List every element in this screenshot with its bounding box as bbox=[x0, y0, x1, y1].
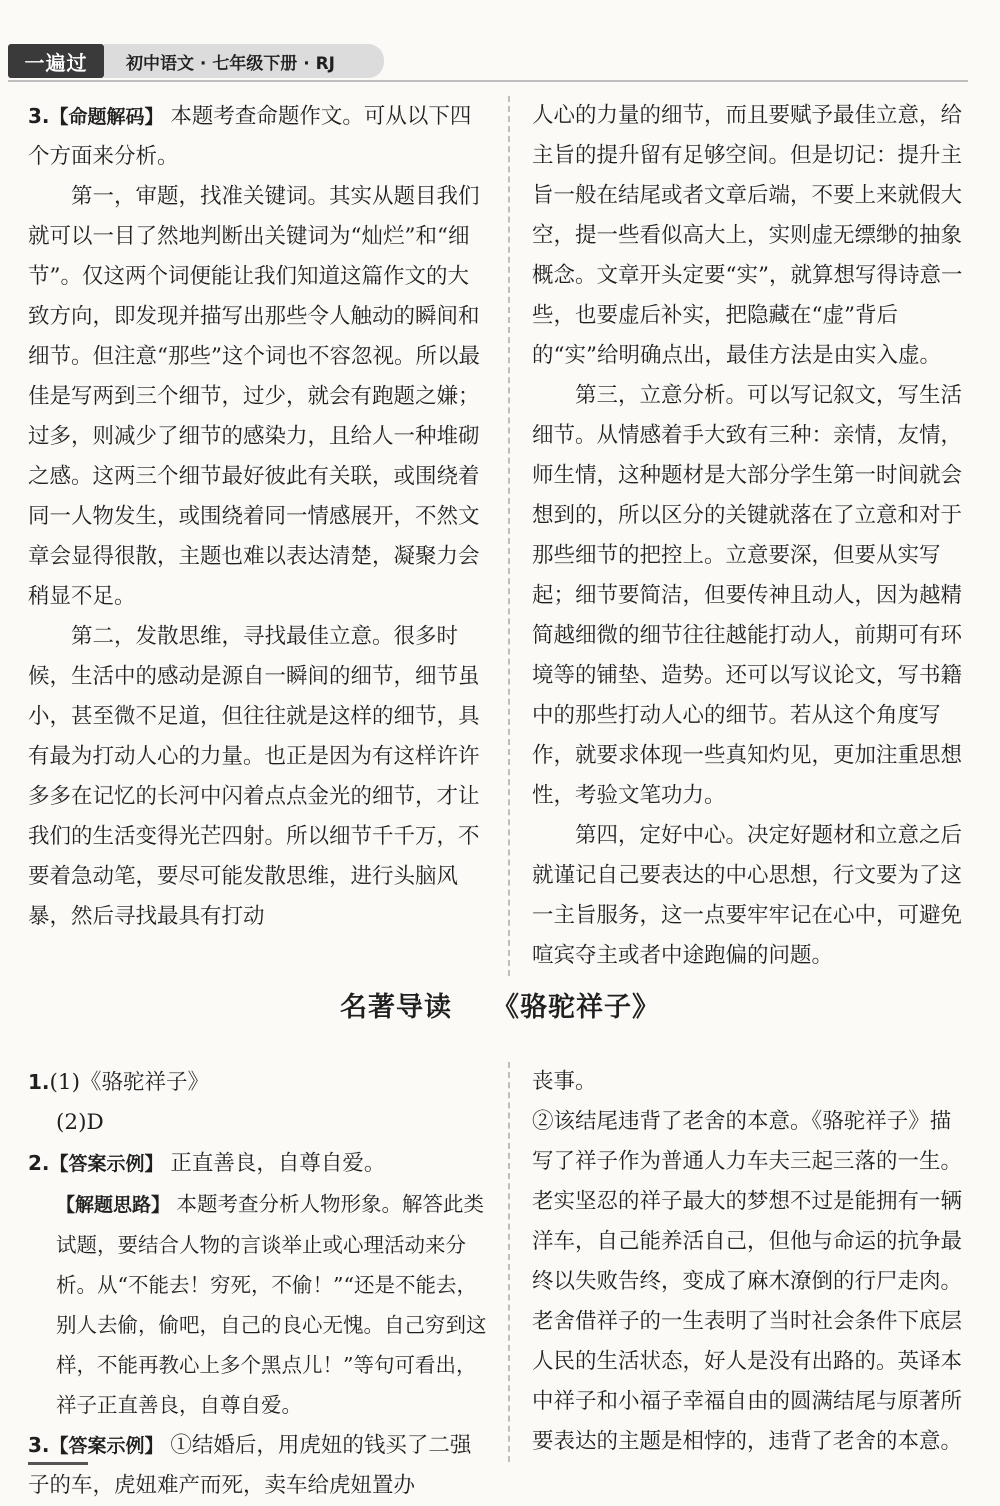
paragraph-4: 第四，定好中心。决定好题材和立意之后就谨记自己要表达的中心思想，行文要为了这一主旨服务，这一点要牢牢记在心中，可避免喧宾夺主或者中途跑偏的问题。 bbox=[532, 823, 963, 968]
paragraph-1: 第一，审题，找准关键词。其实从题目我们就可以一目了然地判断出关键词为“灿烂”和“细节”。仅这两个词便能让我们知道这篇作文的大致方向，即发现并描写出那些令人触动的瞬间和细节。但注意“那些”这个词也不容忽视。所以最佳是写两到三个细节，过少，就会有跑题之嫌；过多，则减少了细节的感染力，且给人一种堆砌之感。这两三个细节最好彼此有关联，或围绕着同一人物发生，或围绕着同一情感展开，不然文章会显得很散，主题也难以表达清楚，凝聚力会稍显不足。 bbox=[28, 184, 480, 609]
paragraph-2: 第二，发散思维，寻找最佳立意。很多时候，生活中的感动是源自一瞬间的细节，细节虽小，甚至微不足道，但往往就是这样的细节，具有最为打动人心的力量。也正是因为有这样许许多多在记忆的长河中闪着点点金光的细节，才让我们的生活变得光芒四射。所以细节千千万，不要着急动笔，要尽可能发散思维，进行头脑风暴，然后寻找最具有打动 bbox=[28, 624, 480, 929]
paragraph-3: 第三，立意分析。可以写记叙文，写生活细节。从情感着手大致有三种：亲情，友情，师生情，这种题材是大部分学生第一时间就会想到的，所以区分的关键就落在了立意和对于那些细节的把控上。立意要深，但要从实写起；细节要简洁，但要传神且动人，因为越精简越细微的细节往往越能打动人，前期可有环境等的铺垫、造势。还可以写议论文，写书籍中的那些打动人心的细节。若从这个角度写作，就要求体现一些真知灼见，更加注重思想性，考验文笔功力。 bbox=[532, 383, 963, 808]
header-rule bbox=[8, 80, 968, 82]
question-lead-text: 本题考查命题作文。可从以下四个方面来分析。 bbox=[28, 104, 472, 169]
answer-text: (1)《骆驼祥子》 bbox=[49, 1070, 209, 1095]
section-heading: 名著导读 bbox=[340, 992, 452, 1023]
question-number: 1. bbox=[28, 1070, 50, 1094]
question-tag: 【命题解码】 bbox=[49, 106, 164, 128]
question-3-lead bbox=[28, 96, 490, 177]
book-title: 《骆驼祥子》 bbox=[492, 992, 660, 1023]
section-title bbox=[0, 988, 1000, 1028]
question-number: 3. bbox=[28, 1433, 50, 1457]
question-number: 3. bbox=[28, 104, 50, 128]
question-number: 2. bbox=[28, 1151, 50, 1175]
top-left-column bbox=[28, 96, 490, 937]
answer-continued: 丧事。 bbox=[532, 1069, 597, 1094]
answer-2 bbox=[28, 1143, 490, 1184]
column-divider-bottom bbox=[508, 1062, 510, 1462]
answer-3-part-2: ②该结尾违背了老舍的本意。《骆驼祥子》描写了祥子作为普通人力车夫三起三落的一生。老实坚忍的祥子最大的梦想不过是能拥有一辆洋车，自己能养活自己，但他与命运的抗争最终以失败告终，变成了麻木潦倒的行尸走肉。老舍借祥子的一生表明了当时社会条件下底层人民的生活状态，好人是没有出路的。英译本中祥子和小福子幸福自由的圆满结尾与原著所要表达的主题是相悖的，违背了老舍的本意。 bbox=[532, 1109, 963, 1454]
column-divider-top bbox=[508, 96, 510, 976]
bottom-left-column bbox=[28, 1062, 490, 1506]
header-title: 初中语文 · 七年级下册 · RJ bbox=[104, 44, 384, 78]
answer-3 bbox=[28, 1425, 490, 1506]
brand-logo: 一遍过 bbox=[8, 44, 104, 78]
answer-text: ①结婚后，用虎妞的钱买了二强子的车，虎妞难产而死，卖车给虎妞置办 bbox=[28, 1433, 472, 1498]
answer-1a bbox=[28, 1062, 490, 1103]
answer-text: 正直善良，自尊自爱。 bbox=[163, 1151, 386, 1176]
analysis-text: 本题考查分析人物形象。解答此类试题，要结合人物的言谈举止或心理活动来分析。从“不能去！穷死，不偷！”“还是不能去，别人去偷，偷吧，自己的良心无愧。自己穷到这样，不能再教心上多个黑点儿！”等句可看出，祥子正直善良，自尊自爱。 bbox=[56, 1192, 487, 1417]
analysis-tag: 【解题思路】 bbox=[56, 1194, 171, 1216]
page-header bbox=[8, 44, 388, 78]
answer-tag: 【答案示例】 bbox=[49, 1435, 164, 1457]
answer-tag: 【答案示例】 bbox=[49, 1153, 164, 1175]
answer-2-analysis bbox=[28, 1184, 490, 1425]
answer-1b: (2)D bbox=[56, 1110, 104, 1135]
footer-rule bbox=[28, 1462, 88, 1465]
top-right-column bbox=[532, 96, 972, 976]
paragraph-continued: 人心的力量的细节，而且要赋予最佳立意，给主旨的提升留有足够空间。但是切记：提升主旨一般在结尾或者文章后端，不要上来就假大空，提一些看似高大上，实则虚无缥缈的抽象概念。文章开头定要“实”，就算想写得诗意一些，也要虚后补实，把隐藏在“虚”背后的“实”给明确点出，最佳方法是由实入虚。 bbox=[532, 103, 963, 368]
bottom-right-column bbox=[532, 1062, 972, 1462]
